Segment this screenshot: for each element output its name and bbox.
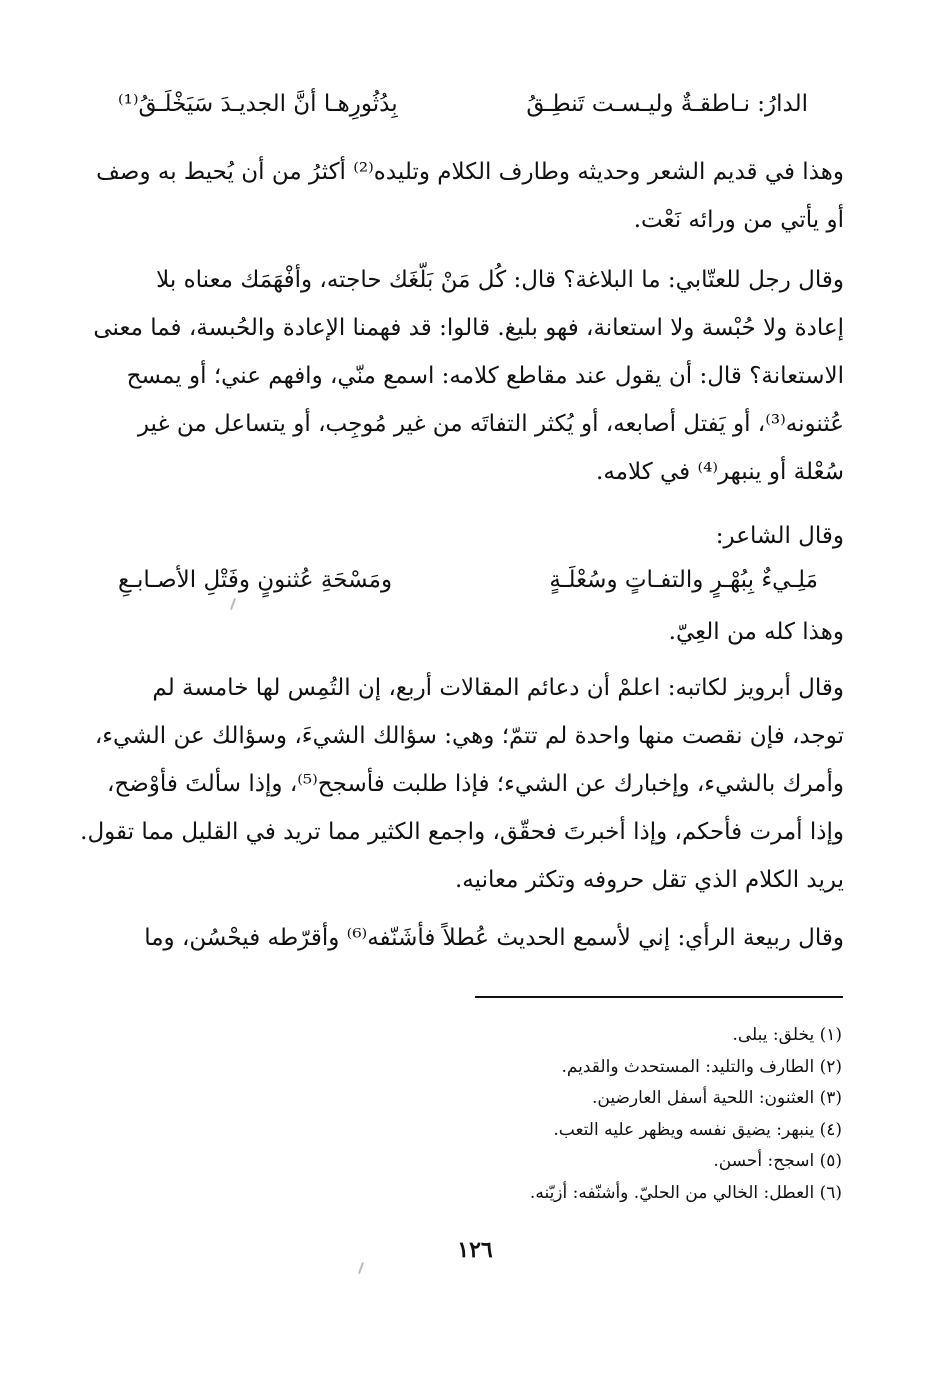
paragraph-5 [80,914,844,962]
footnote: (٣) العثنون: اللحية أسفل العارضين. [592,1088,842,1108]
paragraph-line: إعادة ولا حُبْسة ولا استعانة، فهو بليغ. قالوا: قد فهمنا الإعادة والحُبسة، فما معنى [93,315,844,341]
paragraph-line: وقال الشاعر: [715,523,844,549]
paragraph-line: أو يأتي من ورائه نَعْت. [633,207,844,233]
paragraph-line: وأمرك بالشيء، وإخبارك عن الشيء؛ فإذا طلبت فأسجح⁽⁵⁾، وإذا سألتَ فأوْضح، [106,771,844,797]
paragraph-line: وقال ربيعة الرأي: إني لأسمع الحديث عُطلاً فأشَنّفه⁽⁶⁾ وأقرّطه فيحْسُن، وما [144,925,844,951]
paragraph-line: الاستعانة؟ قال: أن يقول عند مقاطع كلامه: اسمع منّي، وافهم عني؛ أو يمسح [126,363,844,389]
page-number: ١٢٦ [457,1237,493,1263]
paragraph-line: عُثنونه⁽³⁾، أو يَفتل أصابعه، أو يُكثر التفاتَه من غير مُوجِب، أو يتساعل من غير [137,411,844,437]
paragraph-line: وقال أبرويز لكاتبه: اعلمْ أن دعائم المقالات أربع، إن التُمِس لها خامسة لم [152,675,844,701]
paragraph-2 [80,256,844,496]
footnote: (٤) ينبهر: يضيق نفسه ويظهر عليه التعب. [553,1119,842,1140]
footnote: (١) يخلق: يبلى. [732,1025,842,1045]
scan-speck [358,1262,364,1274]
paragraph-1 [80,148,844,244]
poet-intro [80,512,844,560]
paragraph-line: وإذا أمرت فأحكم، وإذا أخبرتَ فحقّق، واجمع الكثير مما تريد في القليل مما تقول. [80,819,844,845]
footnote-separator [475,996,843,998]
paragraph-line: سُعْلة أو ينبهر⁽⁴⁾ في كلامه. [596,459,844,485]
opening-verse [118,84,808,124]
footnote: (٢) الطارف والتليد: المستحدث والقديم. [561,1056,842,1077]
paragraph-line: توجد، فإن نقصت منها واحدة لم تتمّ؛ وهي: سؤالك الشيءَ، وسؤالك عن الشيء، [94,723,844,749]
paragraph-line: وهذا في قديم الشعر وحديثه وطارف الكلام وتليده⁽²⁾ أكثرُ من أن يُحيط به وصف [96,159,844,185]
paragraph-line: وقال رجل للعتّابي: ما البلاغة؟ قال: كُل مَنْ بَلّغَك حاجته، وأفْهَمَك معناه بلا [156,267,844,293]
verse-hemistich-right: الدارُ: نـاطقـةٌ وليـسـت تَنطِـقُ [526,91,808,117]
verse-hemistich-right: مَلِـيءٌ بِبُهْـرٍ والتفـاتٍ وسُعْلَـةٍ [549,567,818,593]
poem-verse [118,560,818,600]
paragraph-line: وهذا كله من العِيّ. [668,619,844,645]
footnote: (٥) اسجح: أحسن. [713,1151,842,1171]
verse-hemistich-left: ومَسْحَةِ عُثنونٍ وفَتْلِ الأصـابـعِ [118,567,393,593]
verse-hemistich-left: بِدُثُورِهـا أنَّ الجديـدَ سَيَخْلَـقُ⁽¹⁾ [118,91,398,117]
footnotes [322,1020,842,1209]
paragraph-4 [80,664,844,904]
poem-comment [80,608,844,656]
footnote: (٦) العطل: الخالي من الحليّ. وأشنّفه: أزيّنه. [529,1182,842,1203]
paragraph-line: يريد الكلام الذي تقل حروفه وتكثر معانيه. [454,867,844,893]
